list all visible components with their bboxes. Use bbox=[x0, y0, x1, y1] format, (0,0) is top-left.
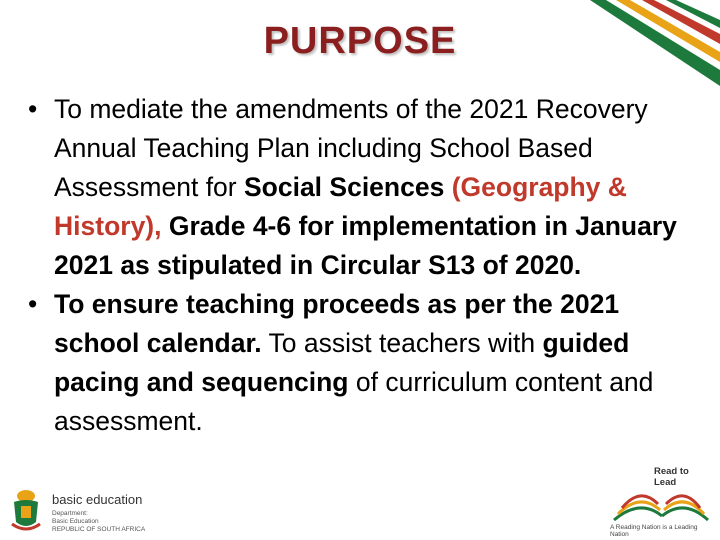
bullet-text-bold: Social Sciences bbox=[243, 172, 452, 202]
bullet-text-bold: Grade 4-6 for implementation in January 2021 as stipulated in Circular S13 of 2020. bbox=[54, 211, 677, 280]
bullet-icon: • bbox=[28, 289, 38, 319]
bullet-text-highlight: (Geography & History), bbox=[54, 172, 627, 241]
coat-of-arms-icon bbox=[8, 488, 44, 534]
read-to-lead-title: Read to Lead bbox=[654, 466, 689, 488]
bullet-item bbox=[28, 90, 708, 285]
brand-subtitle: Department: Basic Education REPUBLIC OF SOUTH AFRICA bbox=[52, 510, 146, 533]
bullet-text: To assist teachers with bbox=[261, 328, 543, 358]
brand-name: basic education bbox=[52, 492, 143, 507]
bullet-text: of curriculum content and assessment. bbox=[54, 367, 654, 436]
slide-title: PURPOSE bbox=[263, 20, 457, 62]
bullet-icon: • bbox=[28, 94, 38, 124]
bullet-list bbox=[28, 90, 708, 441]
basic-education-logo bbox=[8, 488, 208, 534]
bullet-text-bold: To ensure teaching proceeds as per the 2021 school calendar. bbox=[54, 289, 620, 358]
bullet-item bbox=[28, 285, 708, 441]
read-to-lead-logo bbox=[610, 462, 710, 536]
read-to-lead-tagline: A Reading Nation is a Leading Nation bbox=[610, 524, 698, 538]
bullet-text: To mediate the amendments of the 2021 Recovery Annual Teaching Plan including School Based Assessment for bbox=[54, 94, 648, 202]
bullet-text-bold: guided pacing and sequencing bbox=[54, 328, 630, 397]
